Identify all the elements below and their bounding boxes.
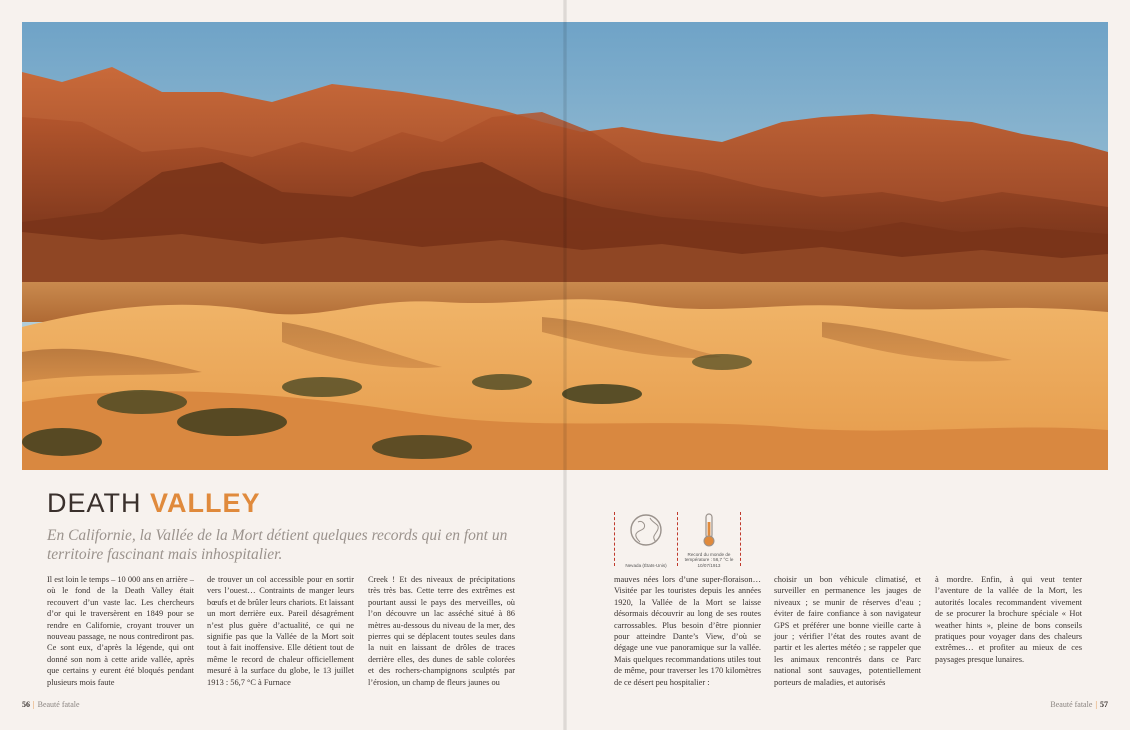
text-column-1: Il est loin le temps – 10 000 ans en arrière – où le fond de la Death Valley était recouvert d’un vaste lac. Les chercheurs d’or qui le traversèrent en 1849 pour se rendre en Californie, croyant trouver un nouveau passage, ne nous contrediront pas. Ce sont eux, d’après la légende, qui ont donné son nom à cette aride vallée, après que certains y eurent été bloqués pendant plusieurs mois faute [47,575,194,687]
text-column-6: à mordre. Enfin, à qui veut tenter l’aventure de la vallée de la Mort, les autorités locales recommandent vivement de se procurer la brochure spéciale « Hot weather hints », pleine de bons conseils pratiques pour voyager dans des chaleurs extrêmes… et profiter au mieux de ces paysages presque lunaires. [935,575,1082,664]
title-part-2: VALLEY [150,488,261,518]
location-caption: Nevada (États-Unis) [625,562,667,568]
globe-icon [616,512,676,552]
page-number-left: 56 [22,700,30,709]
dash-divider [740,512,741,566]
article-title [47,488,261,519]
footer-separator: | [33,700,35,709]
page-gutter [563,0,567,730]
location-info [616,512,676,568]
footer-label-right: Beauté fatale [1050,700,1093,709]
dash-divider [614,512,615,566]
text-column-5: choisir un bon véhicule climatisé, et surveiller en permanence les jauges de niveaux ; se munir de réserves d’eau ; éviter de faire confiance à son navigateur GPS et préférer une bonne vieille carte à jour ; vérifier l’état des routes avant de partir et les alertes météo ; se rappeler que les animaux rencontrés dans ce Parc national sont sauvages, potentiellement porteurs de maladies, et autorisés [774,575,921,687]
dash-divider [677,512,678,566]
footer-left [22,700,80,709]
temperature-caption: Record du monde de température : 56,7 °C le 10/07/1913 [684,551,734,568]
page-number-right: 57 [1100,700,1108,709]
title-part-1: DEATH [47,488,142,518]
article-subtitle: En Californie, la Vallée de la Mort détient quelques records qui en font un territoire fascinant mais inhospitalier. [47,527,508,563]
text-column-4: mauves nées lors d’une super-floraison… Visitée par les touristes depuis les années 1920, la Vallée de la Mort se laisse désormais découvrir au long de ses routes carrossables. Plus besoin d’être pionnier pour atteindre Dante’s View, d’où se dégage une vue panoramique sur la vallée. Mais quelques recommandations utiles tout de même, pour traverser les 170 kilomètres de ce désert peu hospitalier : [614,575,761,687]
text-column-3: Creek ! Et des niveaux de précipitations très très bas. Cette terre des extrêmes est pourtant aussi le pays des merveilles, où l’on découvre un lac asséché situé à 86 mètres au-dessous du niveau de la mer, des pierres qui se déplacent toutes seules dans la nuit en laissant de drôles de traces derrière elles, des dunes de sable colorées et des rochers-champignons sculptés par l’érosion, un champ de fleurs jaunes ou [368,575,515,687]
footer-right [1050,700,1108,709]
text-column-2: de trouver un col accessible pour en sortir vers l’ouest… Contraints de manger leurs bœufs et de brûler leurs chariots. Et laissant un mort derrière eux. Pareil désagrément n’est plus guère d’actualité, ce qui ne signifie pas que la Vallée de la Mort soit tout à fait inoffensive. Elle détient tout de même le record de chaleur officiellement mesuré à la surface du globe, le 13 juillet 1913 : 56,7 °C à Furnace [207,575,354,687]
thermometer-icon [679,512,739,552]
info-box [614,512,744,568]
temperature-record-info [679,512,739,568]
footer-separator: | [1095,700,1097,709]
footer-label-left: Beauté fatale [37,700,80,709]
